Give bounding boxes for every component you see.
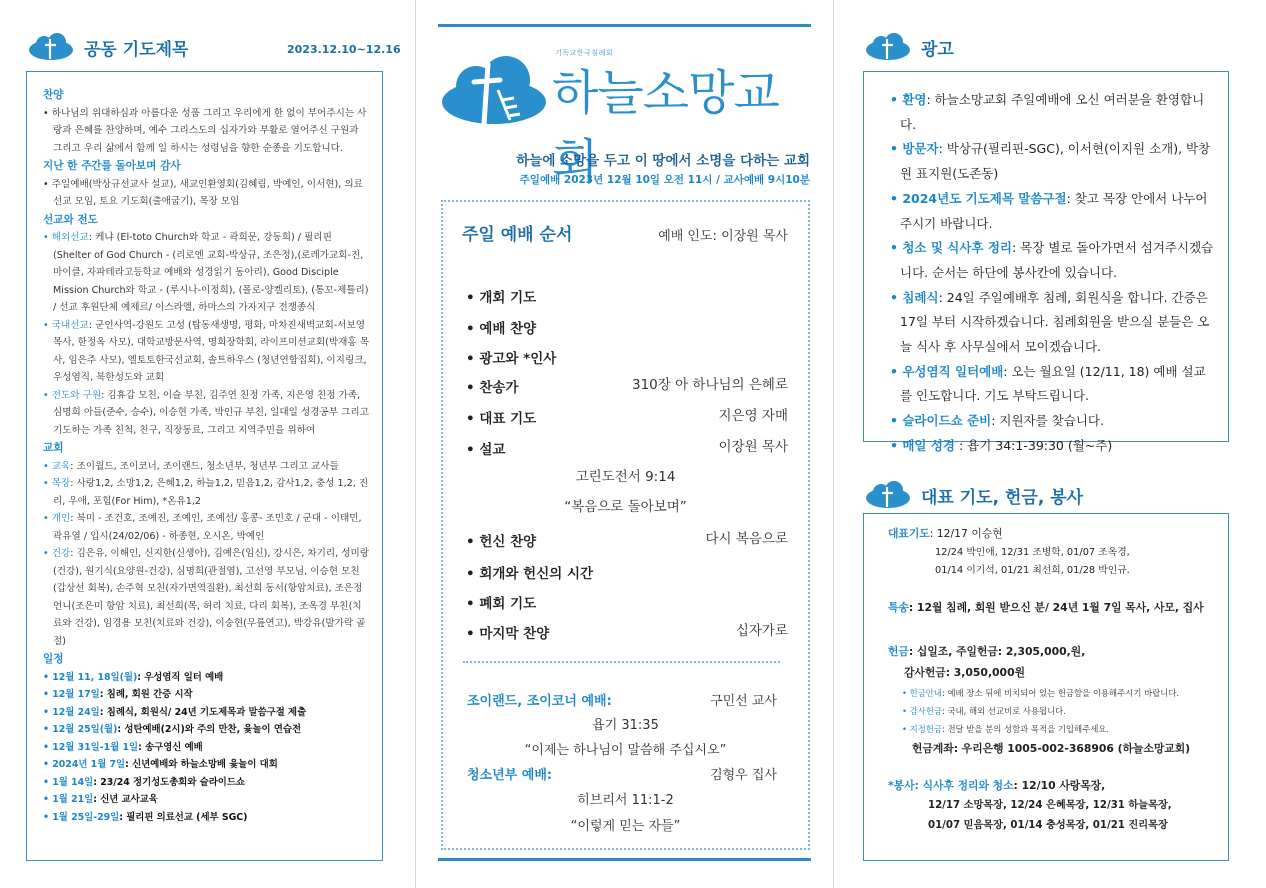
schedule-item xyxy=(43,739,370,757)
schedule-text: : 침례식, 회원식/ 24년 기도제목과 말씀구절 제출 xyxy=(99,706,307,718)
schedule-date: 1월 21일 xyxy=(52,794,94,805)
section-heading: 선교와 전도 xyxy=(43,213,98,226)
order-item: • 광고와 *인사 xyxy=(466,351,557,367)
service-time: 주일예배 2023년 12월 10일 오전 11시 / 교사예배 9시10분 xyxy=(519,174,810,186)
announcement-key: • 매일 성경 xyxy=(890,437,955,453)
paragraph-label: • 건강 xyxy=(43,548,71,559)
youth-title: “이렇게 믿는 자들” xyxy=(570,819,681,834)
paragraph-label: • 교육 xyxy=(43,460,71,472)
dotted-separator xyxy=(463,661,780,663)
order-item: • 마지막 찬양 십자가로 xyxy=(466,623,788,642)
schedule-text: : 필리핀 의료선교 (세부 SGC) xyxy=(119,811,248,823)
schedule-item xyxy=(43,704,370,722)
schedule-date: 1월 14일 xyxy=(52,776,94,788)
announcement-item xyxy=(890,360,1216,409)
paragraph-label: • 목장 xyxy=(43,478,71,489)
church-motto: 하늘에 소망을 두고 이 땅에서 소명을 다하는 교회 xyxy=(516,153,810,169)
order-item: • 찬송가 310장 아 하나님의 은혜로 xyxy=(466,377,788,396)
bullet: • xyxy=(43,689,53,700)
announcement-item xyxy=(890,236,1216,285)
schedule-item xyxy=(43,774,370,792)
note-key: • 감사헌금 xyxy=(902,706,942,716)
left-panel-header xyxy=(26,33,188,61)
schedule-item xyxy=(43,791,370,809)
schedule-date: 2024년 1월 7일 xyxy=(52,759,126,770)
schedule-item xyxy=(43,686,370,704)
prayer-paragraph xyxy=(43,545,370,650)
announcement-text: : 목장 별로 돌아가면서 섬겨주시겠습니다. 순서는 하단에 봉사칸에 있습니다. xyxy=(900,240,1214,280)
paragraph-text: : 사랑1,2, 소망1,2, 은혜1,2, 하늘1,2, 믿음1,2, 감사1,2, 충성 1,2, 진리, 우애, 포힘(For Him), *온유1,2 xyxy=(53,478,369,507)
youth-reference: 히브리서 11:1-2 xyxy=(577,793,674,808)
prayer-paragraph xyxy=(43,317,370,387)
prayer-paragraph xyxy=(43,475,370,510)
announcement-text: : 오는 월요일 (12/11, 18) 예배 설교를 인도합니다. 기도 부탁드립니다. xyxy=(900,363,1206,404)
serve-line: 01/07 믿음목장, 01/14 충성목장, 01/21 진리목장 xyxy=(928,820,1168,831)
sermon-reference: 고린도전서 9:14 xyxy=(575,469,676,485)
announcement-key: • 청소 및 식사후 정리 xyxy=(890,240,1012,256)
bullet: • xyxy=(43,671,53,683)
sermon-title: “복음으로 돌아보며” xyxy=(564,499,687,515)
order-item: • 개회 기도 xyxy=(466,290,537,306)
prayer-line: 01/14 이기석, 01/21 최선희, 01/28 박인규. xyxy=(935,565,1130,576)
note-text: : 국내, 해외 선교비로 사용됩니다. xyxy=(941,706,1066,716)
prayer-paragraph xyxy=(43,387,370,440)
announcement-text: : 24일 주일예배후 침례, 회원식을 합니다. 간증은 17일 부터 시작하겠습니다. 침례회원을 받으실 분들은 오늘 식사 후 사무실에서 모이겠습니다. xyxy=(900,289,1210,355)
service-box xyxy=(863,513,1229,861)
announcement-key: • 침례식 xyxy=(890,289,939,305)
serve-line: 12/17 소망목장, 12/24 은혜목장, 12/31 하늘목장, xyxy=(928,800,1172,811)
bullet: • xyxy=(43,776,53,788)
offering-row: 헌금: 십일조, 주일헌금: 2,305,000,원, xyxy=(888,645,1086,658)
schedule-item xyxy=(43,809,370,827)
bullet: • xyxy=(43,741,53,753)
joy-worship-row: 조이랜드, 조이코너 예배: 구민선 교사 xyxy=(467,694,777,709)
order-item: • 대표 기도 지은영 자매 xyxy=(466,408,788,427)
paragraph-text: : 김은유, 이해인, 신지한(신생아), 김예은(임신), 강시은, 차기리, 성미랑(건강), 원기식(요양원-건강), 심명희(관절염), 고선영 부모님, 이승현 모친(갑상선 회복), 손주혁 모친(자가면역질환), 최선희 동서(항암치료), 조은정 언니(조은미 항암 치료), 최선희(목, 허리 치료, 다리 회복), 조옥경 부친(치료와 건강), 임경용 모친(치료와 건강), 이승현(무릎연고), 박강유(발가락 골절) xyxy=(53,548,370,647)
offering-account: 헌금계좌: 우리은행 1005-002-368906 (하늘소망교회) xyxy=(912,742,1191,755)
joy-reference: 욥기 31:35 xyxy=(592,718,659,733)
announcement-key: • 슬라이드쇼 준비 xyxy=(890,413,992,429)
announcement-text: : 박상규(필리핀-SGC), 이서현(이지원 소개), 박창원 표지원(도존동) xyxy=(900,141,1211,182)
section-heading: 찬양 xyxy=(43,89,64,101)
bottom-rule xyxy=(438,858,811,861)
schedule-item xyxy=(43,721,370,739)
bullet: • xyxy=(43,811,53,823)
date-range: 2023.12.10~12.16 xyxy=(287,43,401,56)
paragraph-label: • 해외선교 xyxy=(43,232,89,243)
denomination-label: 기독교한국침례회 xyxy=(555,49,614,57)
schedule-date: 12월 25일(월) xyxy=(52,724,118,735)
prayer-paragraph xyxy=(43,229,370,317)
note-key: • 헌금안내 xyxy=(902,688,942,698)
service-header xyxy=(863,481,1083,509)
schedule-text: : 신년예배와 하늘소망배 윷놀이 대회 xyxy=(125,759,278,770)
order-item: • 헌신 찬양 다시 복음으로 xyxy=(466,531,788,550)
cloud-cross-icon xyxy=(863,481,913,509)
note-text: : 예배 장소 뒤에 비치되어 있는 헌금함을 이용해주시기 바랍니다. xyxy=(941,688,1180,698)
paragraph-text: : 조이월드, 조이코너, 조이랜드, 청소년부, 청년부 그리고 교사들 xyxy=(70,460,339,472)
offering-note xyxy=(888,684,1218,702)
announcement-item xyxy=(890,409,1216,434)
schedule-heading: 일정 xyxy=(43,653,64,665)
prayer-paragraph xyxy=(43,458,370,476)
paragraph-text: : 북미 - 조건호, 조예진, 조예인, 조예선/ 홍콩- 조민호 / 군대 - 이태민, 곽유열 / 입시(24/02/06) - 하종현, 오시온, 박예인 xyxy=(53,513,362,542)
bullet: • xyxy=(43,706,53,718)
bullet: • xyxy=(43,759,53,770)
prayer-row: 대표기도: 12/17 이승현 xyxy=(888,527,1003,540)
announcement-item xyxy=(890,88,1216,137)
order-item: • 회개와 헌신의 시간 xyxy=(466,566,594,582)
schedule-text: : 우성염직 일터 예배 xyxy=(137,671,224,683)
schedule-date: 12월 24일 xyxy=(52,706,100,718)
service-title: 대표 기도, 헌금, 봉사 xyxy=(921,487,1084,508)
announcements-header xyxy=(863,33,954,61)
schedule-item xyxy=(43,669,370,687)
prayer-topics-title: 공동 기도제목 xyxy=(84,39,189,60)
announcement-item xyxy=(890,137,1216,186)
schedule-item xyxy=(43,756,370,774)
schedule-date: 12월 11, 18일(월) xyxy=(52,671,138,683)
order-item: • 폐회 기도 xyxy=(466,596,537,612)
announcement-text: : 찾고 목장 안에서 나누어 주시기 바랍니다. xyxy=(900,190,1208,231)
serve-row: *봉사: 식사후 정리와 청소: 12/10 사랑목장, xyxy=(888,779,1106,792)
announcements-title: 광고 xyxy=(921,39,954,60)
announcement-key: • 환영 xyxy=(890,92,927,107)
paragraph-label: • 개인 xyxy=(43,513,71,524)
section-heading: 교회 xyxy=(43,442,64,454)
schedule-text: : 신년 교사교육 xyxy=(93,794,158,805)
announcement-item xyxy=(890,286,1216,360)
announcement-item xyxy=(890,187,1216,236)
paragraph-text: : 군인사역-강원도 고성 (탑동새생명, 평화, 마차진새벽교회-서보영목사, 한정옥 사모), 대학교방문사역, 명희장학회, 라이프미션교회(박재홍 목사, 임은주 사모), 엘토토한국선교회, 솔트하우스 (청년연합집회), 이지링크, 우성염직, 북한성도와 교회 xyxy=(53,319,370,383)
fold-line xyxy=(833,0,834,888)
church-name: 하늘소망교회 xyxy=(552,65,779,190)
paragraph-label: • 전도와 구원 xyxy=(43,389,102,401)
announcement-key: • 방문자 xyxy=(890,141,939,157)
schedule-date: 1월 25일-29일 xyxy=(52,811,120,823)
schedule-text: : 성탄예배(2시)와 주의 만찬, 윷놀이 연습전 xyxy=(117,724,301,735)
bullet: • xyxy=(43,724,53,735)
section-heading: 지난 한 주간를 돌아보며 감사 xyxy=(43,160,181,172)
note-text: : 전달 받을 분의 성함과 목적을 기입해주세요. xyxy=(941,724,1110,734)
schedule-text: : 송구영신 예배 xyxy=(138,741,203,753)
prayer-paragraph xyxy=(43,510,370,545)
paragraph-text: : 김휴갑 모친, 이슬 부친, 김주연 친정 가족, 지은영 친정 가족, 심명희 아들(준수, 승수), 이승현 가족, 박인규 부친, 일대일 성경공부 그리고 기도하는 가족 친척, 친구, 직장동료, 그리고 지역주민을 위하여 xyxy=(53,389,369,436)
schedule-text: : 23/24 정기성도총회와 슬라이드쇼 xyxy=(93,776,245,788)
prayer-line: 12/24 박인애, 12/31 조병학, 01/07 조옥경, xyxy=(935,547,1130,558)
offering-note xyxy=(888,702,1218,720)
thanks-offering: 감사헌금: 3,050,000원 xyxy=(904,666,1026,679)
youth-worship-row: 청소년부 예배: 김형우 집사 xyxy=(467,768,777,783)
announcements-box xyxy=(863,71,1229,453)
announcement-text: : 지원자를 찾습니다. xyxy=(991,413,1104,429)
paragraph-text: • 하나님의 위대하심과 아름다운 성품 그리고 우리에게 한 없이 부어주시는 사랑과 은혜를 찬양하며, 예수 그리스도의 십자가와 부활로 열어주신 구원과 그리고 우리 삶에서 함께 일 하시는 성령님을 향한 순종을 기도합니다. xyxy=(43,107,367,154)
cloud-cross-icon xyxy=(26,33,76,61)
church-logo-icon xyxy=(440,50,548,130)
announcement-text: : 하늘소망교회 주일예배에 오신 여러분을 환영합니다. xyxy=(900,92,1205,132)
top-rule xyxy=(438,24,811,27)
joy-title: “이제는 하나님이 말씀해 주십시오” xyxy=(524,743,727,758)
order-item: • 설교 이장원 목사 xyxy=(466,439,788,458)
announcement-key: • 2024년도 기도제목 말씀구절 xyxy=(890,190,1067,206)
schedule-date: 12월 17일 xyxy=(52,689,100,700)
special-song-row: 특송: 12월 침례, 회원 받으신 분/ 24년 1월 7일 목사, 사모, 집사 xyxy=(888,601,1204,614)
schedule-text: : 침례, 회원 간증 시작 xyxy=(99,689,193,700)
offering-note xyxy=(888,720,1218,738)
note-key: • 지정헌금 xyxy=(902,724,942,734)
paragraph-text: • 주일예배(박상규선교사 설교), 새교인환영회(김혜림, 박예인, 이서현), 의료 선교 모임, 토요 기도회(출애굽기), 목장 모임 xyxy=(43,178,363,207)
paragraph-text: : 케냐 (El-toto Church와 학교 - 곽희문, 강동희) / 필리핀 (Shelter of God Church - (리로엔 교회-박상규, 조은정),(로레가교회-진, 마이클, 자파테라고등학교 예배와 성경읽기 동아리), Good Disciple Mission Church와 학교 - (루시나-이정희), (몰로-양켈리토), (통꼬-제틀리) / 선교 후원단체 예제르/ 이스라엘, 하마스의 가자지구 전쟁종식 xyxy=(53,232,369,313)
worship-order-title: 주일 예배 순서 xyxy=(462,225,573,245)
prayer-topics-box xyxy=(26,71,383,861)
paragraph-label: • 국내선교 xyxy=(43,319,89,331)
order-item: • 예배 찬양 xyxy=(466,321,537,337)
worship-leader: 예배 인도: 이장원 목사 xyxy=(658,229,788,244)
fold-line xyxy=(415,0,416,888)
schedule-date: 12월 31일-1월 1일 xyxy=(52,741,139,753)
bullet: • xyxy=(43,794,53,805)
cloud-cross-icon xyxy=(863,33,913,61)
prayer-paragraph xyxy=(43,105,370,158)
prayer-paragraph xyxy=(43,176,370,211)
announcement-text: : 욥기 34:1-39:30 (월~주) xyxy=(955,437,1113,453)
announcement-key: • 우성염직 일터예배 xyxy=(890,363,1004,379)
announcement-item xyxy=(890,434,1216,459)
